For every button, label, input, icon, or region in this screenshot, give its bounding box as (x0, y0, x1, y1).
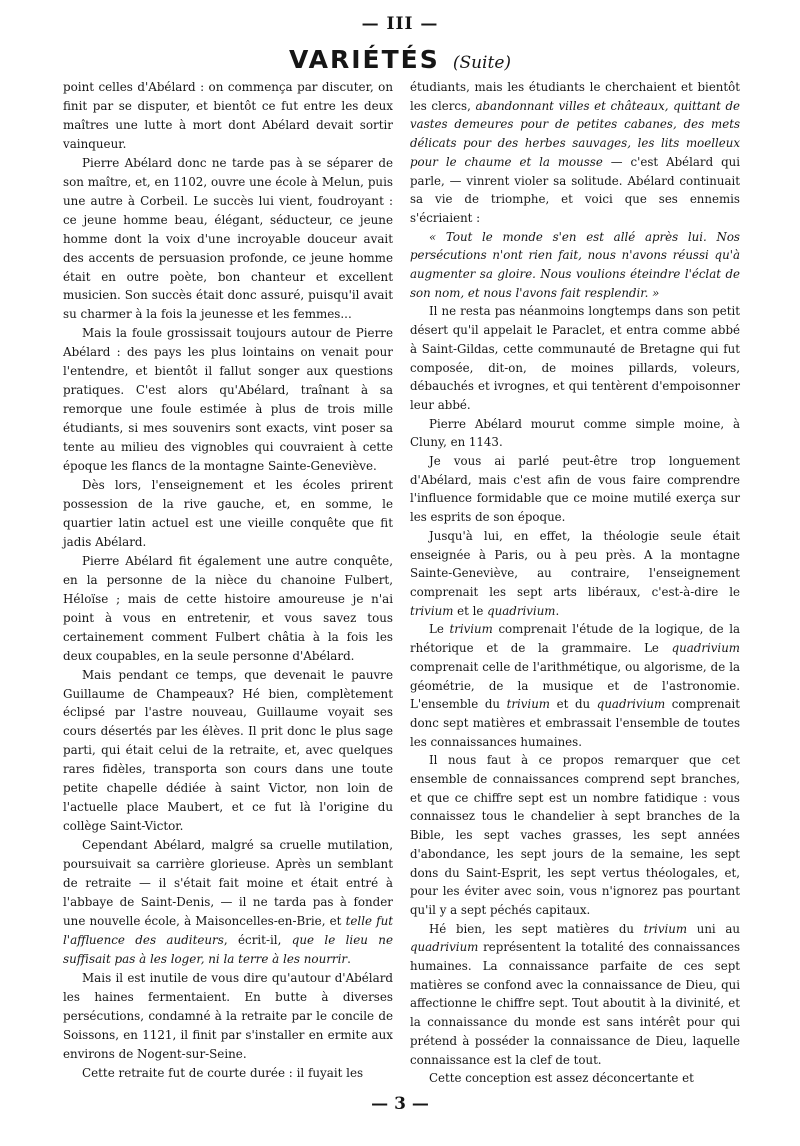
paragraph (410, 920, 740, 1070)
paragraph: Cette retraite fut de courte durée : il fuyait les (82, 1065, 364, 1080)
paragraph (63, 836, 393, 969)
paragraph (410, 78, 740, 228)
term-italic: trivium (506, 697, 550, 712)
paragraph: Mais pendant ce temps, que devenait le pauvre Guillaume de Champeaux? Hé bien, complètement éclipsé par l'astre nouveau, Guillaume voyait ses cours désertés par les élèves. Il prit donc le plus sage parti, qui était celui de la retraite, et, avec quelques rares fidèles, transporta son cours dans une toute petite chapelle dédiée à saint Victor, non loin de l'actuelle place Maubert, et ce fut là l'origine du collège Saint-Victor. (63, 667, 393, 834)
text-run: et du (556, 697, 591, 712)
paragraph: Dès lors, l'enseignement et les écoles prirent possession de la rive gauche, et, en somme, le quartier latin actuel est une vieille conquête que fit jadis Abélard. (63, 478, 393, 549)
section-title: VARIÉTÉS (288, 45, 440, 74)
text-run: — c'est Abélard qui parle, — vinrent violer sa solitude. Abélard continuait sa vie de triomphe, et voici que ses ennemis s'écriaient : (410, 154, 740, 225)
paragraph: Il ne resta pas néanmoins longtemps dans son petit désert qu'il appelait le Paraclet, et entra comme abbé à Saint-Gildas, cette communauté de Bretagne qui fut composée, dit-on, de moines pillards, voleurs, débauchés et ivrognes, et qui tentèrent d'empoisonner leur abbé. (410, 304, 740, 412)
paragraph: Cette conception est assez déconcertante et (429, 1071, 694, 1086)
text-run: Jusqu'à lui, en effet, la théologie seule était enseignée à Paris, ou à peu près. A la montagne Sainte-Geneviève, au contraire, l'enseignement comprenait les sept arts libéraux, c'est-à-dire le (410, 528, 740, 599)
text-run: Le (429, 622, 444, 637)
paragraph (410, 228, 740, 303)
text-run: , écrit-il, (223, 932, 282, 947)
paragraph: Mais la foule grossissait toujours autour de Pierre Abélard : des pays les plus lointains on venait pour l'entendre, et bientôt il fallut songer aux questions pratiques. C'est alors qu'Abélard, traînant à sa remorque une foule estimée à plus de trois mille étudiants, si mes souvenirs sont exacts, vint poser sa tente au milieu des vignobles qui couvraient à cette époque les flancs de la montagne Sainte-Geneviève. (63, 326, 393, 474)
section-subtitle: (Suite) (452, 53, 512, 73)
paragraph: Pierre Abélard mourut comme simple moine, à Cluny, en 1143. (410, 416, 740, 450)
left-column (63, 78, 393, 1083)
term-italic: quadrivium (410, 940, 479, 955)
term-italic: trivium (643, 921, 688, 936)
paragraph: Je vous ai parlé peut-être trop longuement d'Abélard, mais c'est afin de vous faire comprendre l'influence formidable que ce moine mutilé exerça sur les esprits de son époque. (410, 454, 740, 525)
quote-italic: que le lieu ne suffisait pas à les loger, ni la terre à les nourrir (63, 932, 393, 966)
page-number: — 3 — (371, 1094, 429, 1114)
text-run: comprenait l'étude de la logique, de la rhétorique et de la grammaire. Le (410, 622, 741, 656)
text-run: uni au (696, 921, 741, 936)
text-run: et le (457, 603, 484, 618)
quote-italic: « Tout le monde s'en est allé après lui. Nos persécutions n'ont rien fait, nous n'avons réussi qu'à augmenter sa gloire. Nous voulions éteindre l'éclat de son nom, et nous l'avons fait resplendir. » (410, 229, 740, 300)
section-heading (0, 45, 800, 74)
quote-italic: abandonnant villes et châteaux, quittant de vastes demeures pour de petites cabanes, des mets délicats pour des herbes sauvages, les lits moelleux pour le chaume et la mousse (410, 98, 741, 169)
term-italic: trivium (410, 603, 454, 618)
text-run: comprenait donc sept matières et embrassait l'ensemble de toutes les connaissances humaines. (410, 697, 741, 749)
term-italic: quadrivium (487, 603, 556, 618)
paragraph: Pierre Abélard fit également une autre conquête, en la personne de la nièce du chanoine Fulbert, Héloïse ; mais de cette histoire amoureuse je n'ai point à vous en entretenir, et vous savez tous certainement comment Fulbert châtia à la fois les deux coupables, en la seule personne d'Abélard. (63, 553, 393, 663)
term-italic: trivium (449, 622, 493, 637)
text-run: représentent la totalité des connaissances humaines. La connaissance parfaite de ces sept matières se confond avec la connaissance de Dieu, qui affectionne le chiffre sept. Tout aboutit à la divinité, et la connaissance du monde est sans intérêt pour qui prétend à posséder la connaissance de Dieu, laquelle connaissance est la clef de tout. (410, 940, 741, 1067)
paragraph: Pierre Abélard donc ne tarde pas à se séparer de son maître, et, en 1102, ouvre une école à Melun, puis une autre à Corbeil. Le succès lui vient, foudroyant : ce jeune homme beau, élégant, séducteur, ce jeune homme dont la voix d'une incroyable douceur avait des accents de persuasion profonde, ce jeune homme était en outre poète, bon chanteur et excellent musicien. Son succès était donc assuré, puisqu'il avait su charmer à la fois la jeunesse et les femmes... (63, 155, 393, 322)
text-run: Hé bien, les sept matières du (429, 921, 634, 936)
paragraph: point celles d'Abélard : on commença par discuter, on finit par se disputer, et bientôt ce fut entre les deux maîtres une lutte à mort dont Abélard devait sortir vainqueur. (63, 80, 393, 151)
term-italic: quadrivium (671, 641, 740, 656)
text-run: comprenait celle de l'arithmétique, ou algorisme, de la géométrie, de la musique et de l'astronomie. L'ensemble du (410, 659, 740, 712)
paragraph: Il nous faut à ce propos remarquer que cet ensemble de connaissances comprend sept branches, et que ce chiffre sept est un nombre fatidique : vous connaissez tous le chandelier à sept branches de la Bible, les sept vaches grasses, les sept années d'abondance, les sept jours de la semaine, les sept dons du Saint-Esprit, les sept vertus théologales, et, pour les éviter avec soin, vous n'ignorez pas pourtant qu'il y a sept péchés capitaux. (410, 753, 740, 917)
paragraph (410, 527, 740, 621)
text-run: . (347, 951, 351, 966)
page-roman-numeral: — III — (361, 14, 439, 34)
right-column (410, 78, 740, 1088)
text-run: Cependant Abélard, malgré sa cruelle mutilation, poursuivait sa carrière glorieuse. Après un semblant de retraite — il s'était fait moine et était entré à l'abbaye de Saint-Denis, — il ne tarda pas à fonder une nouvelle école, à Maisoncelles-en-Brie, et (63, 838, 393, 928)
paragraph (410, 620, 740, 751)
text-run: étudiants, mais les étudiants le cherchaient et bientôt les clercs, (410, 80, 740, 113)
text-run: . (555, 603, 560, 618)
term-italic: quadrivium (596, 697, 666, 712)
quote-italic: telle fut l'affluence des auditeurs (63, 913, 394, 947)
paragraph: Mais il est inutile de vous dire qu'autour d'Abélard les haines fermentaient. En butte à diverses persécutions, condamné à la retraite par le concile de Soissons, en 1121, il finit par s'installer en ermite aux environs de Nogent-sur-Seine. (63, 970, 393, 1061)
